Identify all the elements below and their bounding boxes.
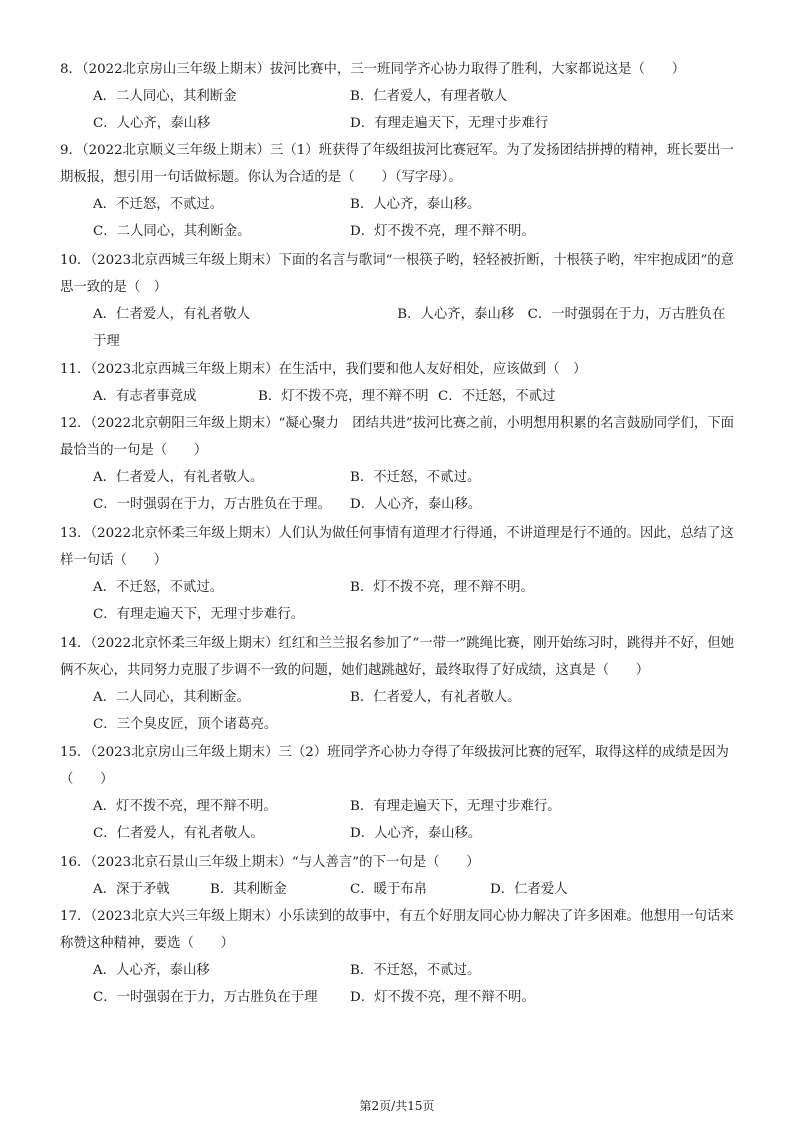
option-c[interactable]: C．暖于布帛 <box>350 882 428 897</box>
question-stem: 13．（2022北京怀柔三年级上期末）人们认为做任何事情有道理才行得通，不讲道理是行不通的。因此，总结了这样一句话（ ） <box>60 526 734 568</box>
options-row <box>60 984 736 1011</box>
option-d[interactable]: D．人心齐，泰山移。 <box>350 826 482 841</box>
option-a[interactable]: A．仁者爱人，有礼者敬人。 <box>93 470 264 485</box>
options-row <box>60 684 736 711</box>
question-16 <box>60 849 736 903</box>
option-c[interactable]: C．一时强弱在于力，万古胜负在于理 <box>93 990 318 1005</box>
option-a[interactable]: A．二人同心，其利断金。 <box>93 690 250 705</box>
option-c[interactable]: C．一时强弱在于力，万古胜负在于理。 <box>93 497 331 512</box>
option-d[interactable]: D．灯不拨不亮，理不辩不明。 <box>350 224 535 239</box>
options-row <box>60 218 736 245</box>
question-12 <box>60 410 736 518</box>
option-d[interactable]: D．灯不拨不亮，理不辩不明。 <box>350 990 535 1005</box>
option-a[interactable]: A．有志者事竟成 <box>93 389 197 404</box>
option-a[interactable]: A．二人同心，其利断金 <box>93 89 237 104</box>
question-13 <box>60 520 736 628</box>
question-stem: 15．（2023北京房山三年级上期末）三（2）班同学齐心协力夺得了年级拔河比赛的冠军，取得这样的成绩是因为（ ） <box>60 745 729 787</box>
question-17 <box>60 903 736 1011</box>
options-block[interactable]: A．仁者爱人，有礼者敬人 B．人心齐，泰山移 C．一时强弱在于力，万古胜负在于理 <box>93 307 726 349</box>
options-row <box>60 793 736 820</box>
options-row <box>60 601 736 628</box>
question-stem: 10．（2023北京西城三年级上期末）下面的名言与歌词“一根筷子哟，轻轻被折断，十根筷子哟，牢牢抱成团”的意思一致的是（ ） <box>60 253 735 295</box>
options-row <box>60 711 736 738</box>
option-a[interactable]: A．不迁怒，不贰过。 <box>93 197 224 212</box>
options-row <box>60 574 736 601</box>
question-stem: 12．（2022北京朝阳三年级上期末）“凝心聚力 团结共进”拔河比赛之前，小明想用积累的名言鼓励同学们，下面最恰当的一句是（ ） <box>60 416 735 458</box>
option-c[interactable]: C．不迁怒，不贰过 <box>438 389 556 404</box>
option-a[interactable]: A．深于矛戟 <box>93 882 170 897</box>
question-8 <box>60 56 736 137</box>
option-a[interactable]: A．人心齐，泰山移 <box>93 963 210 978</box>
options-row <box>60 191 736 218</box>
options-row <box>60 83 736 110</box>
question-10 <box>60 247 736 355</box>
option-b[interactable]: B．其利断金 <box>210 882 287 897</box>
question-stem: 17．（2023北京大兴三年级上期末）小乐读到的故事中，有五个好朋友同心协力解决了许多困难。他想用一句话来称赞这种精神，要选（ ） <box>60 909 734 951</box>
option-b[interactable]: B．不迁怒，不贰过。 <box>350 963 481 978</box>
option-d[interactable]: D．仁者爱人 <box>490 882 568 897</box>
option-c[interactable]: C．仁者爱人，有礼者敬人。 <box>93 826 264 841</box>
option-b[interactable]: B．不迁怒，不贰过。 <box>350 470 481 485</box>
question-stem: 11．（2023北京西城三年级上期末）在生活中，我们要和他人友好相处，应该做到（ ） <box>60 362 587 377</box>
options-row <box>60 383 736 410</box>
option-b[interactable]: B．仁者爱人，有理者敬人 <box>350 89 508 104</box>
options-row <box>60 820 736 847</box>
option-d[interactable]: D．有理走遍天下，无理寸步难行 <box>350 116 549 131</box>
options-row <box>60 491 736 518</box>
option-b[interactable]: B．灯不拨不亮，理不辩不明 <box>258 389 429 404</box>
option-a[interactable]: A．灯不拨不亮，理不辩不明。 <box>93 799 277 814</box>
option-b[interactable]: B．仁者爱人，有礼者敬人。 <box>350 690 521 705</box>
options-row <box>60 957 736 984</box>
option-b[interactable]: B．人心齐，泰山移。 <box>350 197 481 212</box>
question-14 <box>60 630 736 738</box>
option-c[interactable]: C．有理走遍天下，无理寸步难行。 <box>93 607 305 622</box>
question-stem: 16．（2023北京石景山三年级上期末）“与人善言”的下一句是（ ） <box>60 855 480 870</box>
question-11 <box>60 356 736 410</box>
option-a[interactable]: A．不迁怒，不贰过。 <box>93 580 224 595</box>
option-c[interactable]: C．二人同心，其利断金。 <box>93 224 251 239</box>
question-stem: 8．（2022北京房山三年级上期末）拔河比赛中，三一班同学齐心协力取得了胜利，大家都说这是（ ） <box>60 62 686 77</box>
options-row <box>60 110 736 137</box>
options-row <box>60 876 736 903</box>
option-c[interactable]: C．三个臭皮匠，顶个诸葛亮。 <box>93 717 278 732</box>
options-row <box>60 464 736 491</box>
option-b[interactable]: B．有理走遍天下，无理寸步难行。 <box>350 799 561 814</box>
question-9 <box>60 137 736 245</box>
option-b[interactable]: B．灯不拨不亮，理不辩不明。 <box>350 580 534 595</box>
question-stem: 14．（2022北京怀柔三年级上期末）红红和兰兰报名参加了“一带一”跳绳比赛，刚开始练习时，跳得并不好，但她俩不灰心，共同努力克服了步调不一致的问题，她们越跳越好，最终取得了好成绩，这真是（ ） <box>60 636 735 678</box>
question-15 <box>60 739 736 847</box>
question-stem: 9．（2022北京顺义三年级上期末）三（1）班获得了年级组拔河比赛冠军。为了发扬团结拼搏的精神，班长要出一期板报，想引用一句话做标题。你认为合适的是（ ）（写字母）。 <box>60 143 734 185</box>
option-d[interactable]: D．人心齐，泰山移。 <box>350 497 482 512</box>
page-number-footer: 第2页/共15页 <box>359 1099 435 1113</box>
option-c[interactable]: C．人心齐，泰山移 <box>93 116 211 131</box>
